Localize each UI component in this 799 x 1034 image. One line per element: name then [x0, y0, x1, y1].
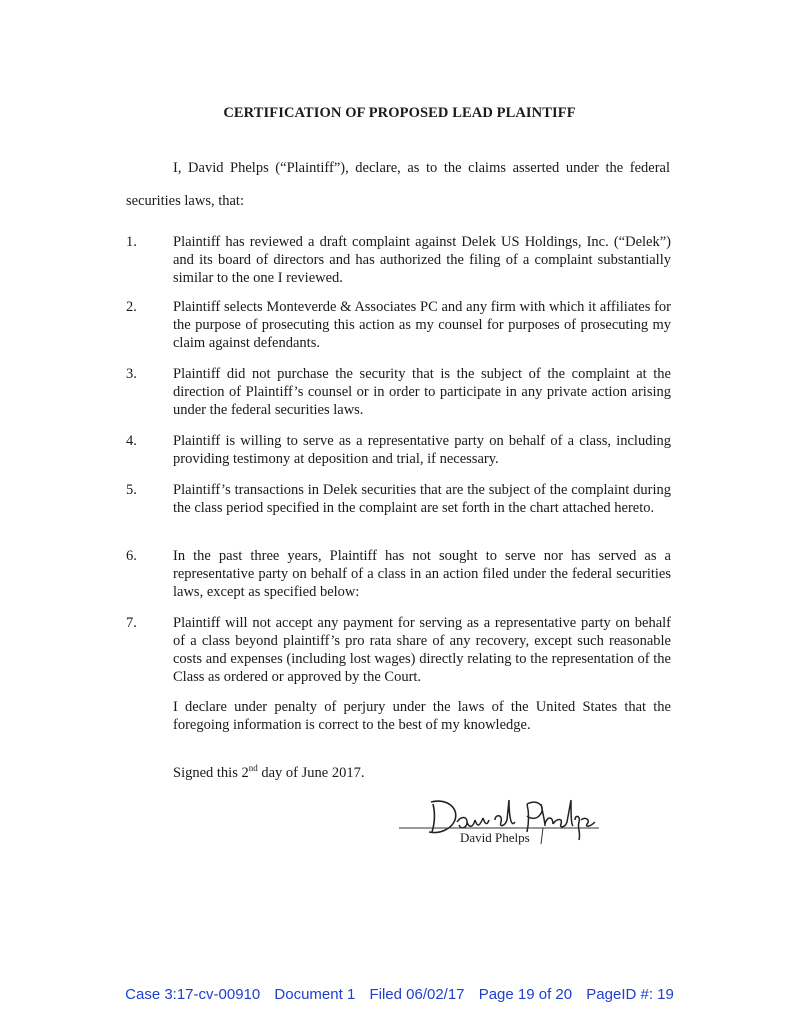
item-number: 1.	[126, 234, 137, 250]
case-footer	[0, 986, 799, 1003]
item-number: 7.	[126, 615, 137, 631]
item-text: Plaintiff did not purchase the security that is the subject of the complaint at the direction of Plaintiff’s counsel or in order to participate in any private action arising under the federal securities laws.	[173, 366, 671, 418]
item-number: 4.	[126, 433, 137, 449]
footer-page-number: Page 19 of 20	[478, 986, 573, 1003]
item-text: Plaintiff is willing to serve as a representative party on behalf of a class, including providing testimony at deposition and trial, if necessary.	[173, 433, 671, 467]
signed-date-line	[173, 763, 364, 782]
printed-signer-name: David Phelps	[460, 830, 530, 845]
footer-page-id: PageID #: 19	[586, 986, 674, 1003]
signed-prefix: Signed this 2	[173, 764, 249, 781]
item-text: Plaintiff will not accept any payment for serving as a representative party on behalf of a class beyond plaintiff’s pro rata share of any recovery, except such reasonable costs and expenses (including lost wages) directly relating to the representation of the Class as ordered or approved by the Court.	[173, 615, 671, 685]
item-number: 2.	[126, 299, 137, 315]
footer-document: Document 1	[274, 986, 356, 1003]
item-number: 6.	[126, 548, 137, 564]
signed-suffix: day of June 2017.	[257, 764, 365, 781]
signed-ordinal: nd	[248, 763, 258, 773]
item-text: In the past three years, Plaintiff has not sought to serve nor has served as a representative party on behalf of a class in an action filed under the federal securities laws, except as specified below:	[173, 548, 671, 600]
item-text: Plaintiff has reviewed a draft complaint against Delek US Holdings, Inc. (“Delek”) and its board of directors and has authorized the filing of a complaint substantially similar to the one I reviewed.	[173, 234, 671, 286]
footer-case-number: Case 3:17-cv-00910	[125, 986, 261, 1003]
item-number: 3.	[126, 366, 137, 382]
intro-paragraph: I, David Phelps (“Plaintiff”), declare, as to the claims asserted under the federal securities laws, that:	[126, 160, 670, 209]
item-number: 5.	[126, 482, 137, 498]
declaration-paragraph: I declare under penalty of perjury under the laws of the United States that the foregoing information is correct to the best of my knowledge.	[173, 699, 671, 733]
footer-filed-date: Filed 06/02/17	[369, 986, 465, 1003]
document-title: CERTIFICATION OF PROPOSED LEAD PLAINTIFF	[223, 105, 576, 121]
item-text: Plaintiff’s transactions in Delek securities that are the subject of the complaint during the class period specified in the complaint are set forth in the chart attached hereto.	[173, 482, 671, 516]
item-text: Plaintiff selects Monteverde & Associates PC and any firm with which it affiliates for the purpose of prosecuting this action as my counsel for purposes of prosecuting my claim against defendants.	[173, 299, 671, 351]
